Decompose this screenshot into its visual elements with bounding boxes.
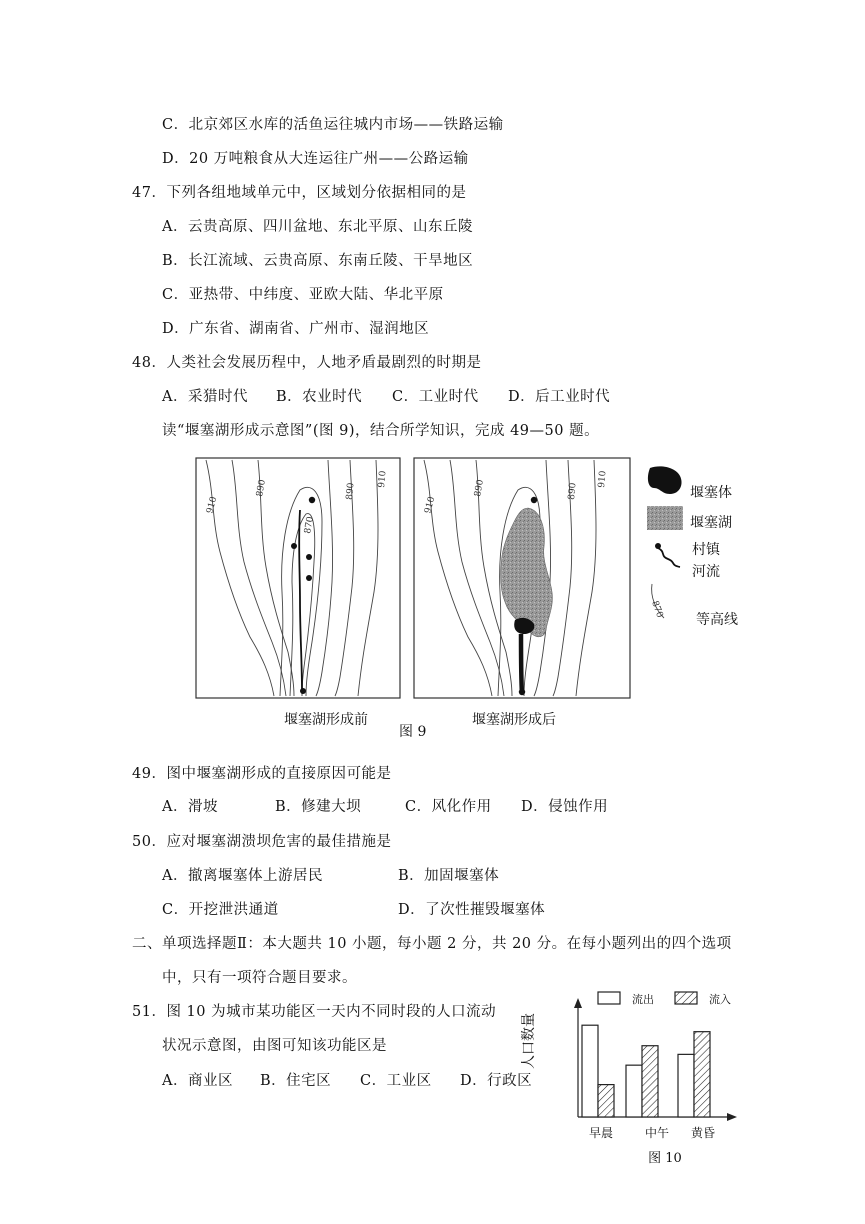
legend-outflow-swatch	[598, 992, 620, 1004]
figure-9	[0, 452, 865, 772]
bar-outflow-noon	[626, 1065, 642, 1117]
figure-9-legend	[647, 466, 738, 628]
y-axis-arrow	[574, 998, 582, 1008]
q50-option-b: B．加固堰塞体	[398, 868, 500, 884]
category-label-noon: 中午	[644, 1126, 670, 1140]
contour-label-910-right-after: 910	[597, 470, 609, 489]
contour-label-870-left: 870	[303, 515, 316, 535]
legend-contour-sample: 870	[649, 599, 665, 620]
legend-river-label: 河流	[692, 564, 720, 580]
legend-lake-label: 堰塞湖	[690, 515, 732, 531]
figure-10-chart	[521, 985, 765, 1175]
q48-options	[162, 385, 610, 406]
q51-option-c: C．工业区	[360, 1073, 432, 1089]
river-legend-icon	[658, 548, 680, 567]
q47-option-b: B．长江流域、云贵高原、东南丘陵、干旱地区	[162, 253, 474, 269]
legend-inflow-label: 流入	[709, 993, 731, 1006]
y-axis-label: 人口数量	[521, 1013, 537, 1069]
figure-9-caption: 图 9	[399, 724, 427, 740]
contour-label-910-right: 910	[377, 470, 389, 489]
q50-option-a: A．撤离堰塞体上游居民	[162, 868, 323, 884]
q49-option-a: A．滑坡	[162, 799, 218, 815]
bar-outflow-evening	[678, 1054, 694, 1117]
map-after-panel	[414, 458, 630, 698]
contour-label-890-left: 890	[255, 478, 268, 498]
q51-option-d: D．行政区	[460, 1073, 533, 1089]
q46-option-d: D．20 万吨粮食从大连运往广州——公路运输	[162, 151, 469, 167]
bar-inflow-noon	[642, 1046, 658, 1117]
q47-option-c: C．亚热带、中纬度、亚欧大陆、华北平原	[162, 287, 444, 303]
bar-outflow-morning	[582, 1025, 598, 1117]
category-label-morning: 早晨	[588, 1126, 614, 1140]
contour-label-910-left-after: 910	[423, 495, 438, 515]
map-before-panel	[196, 458, 400, 698]
q49-option-b: B．修建大坝	[275, 799, 362, 815]
category-label-evening: 黄昏	[690, 1126, 716, 1140]
contour-label-890-left-after: 890	[473, 478, 486, 498]
legend-outflow-label: 流出	[632, 993, 654, 1006]
section-2-heading-cont: 中，只有一项符合题目要求。	[162, 970, 357, 986]
q47-option-d: D．广东省、湖南省、广州市、湿润地区	[162, 321, 430, 337]
q51-option-a: A．商业区	[162, 1073, 233, 1089]
q48-option-d: D．后工业时代	[508, 389, 611, 405]
q48-option-c: C．工业时代	[392, 389, 479, 405]
contour-label-890-right-after: 890	[567, 482, 579, 501]
q49-stem: 49．图中堰塞湖形成的直接原因可能是	[132, 766, 392, 782]
figure-10-caption: 图 10	[648, 1151, 682, 1166]
legend-contour-label: 等高线	[696, 612, 738, 628]
caption-before: 堰塞湖形成前	[284, 712, 368, 728]
contour-label-890-right: 890	[345, 482, 357, 501]
q50-stem: 50．应对堰塞湖溃坝危害的最佳措施是	[132, 834, 392, 850]
q51-option-b: B．住宅区	[260, 1073, 332, 1089]
q51-options	[162, 1069, 532, 1090]
contour-label-910-left: 910	[205, 495, 220, 515]
dam-legend-icon	[648, 466, 682, 494]
legend-inflow-swatch	[675, 992, 697, 1004]
q51-stem: 51．图 10 为城市某功能区一天内不同时段的人口流动	[132, 1004, 497, 1020]
q51-stem-cont: 状况示意图，由图可知该功能区是	[162, 1038, 387, 1054]
bar-inflow-morning	[598, 1085, 614, 1117]
q50-option-d: D．了次性摧毁堰塞体	[398, 902, 546, 918]
caption-after: 堰塞湖形成后	[472, 712, 556, 728]
q48-option-a: A．采猎时代	[162, 389, 248, 405]
lake-legend-icon	[647, 506, 683, 530]
legend-dam-label: 堰塞体	[690, 485, 732, 501]
q49-options	[162, 795, 608, 816]
x-axis-arrow	[727, 1113, 737, 1121]
q48-option-b: B．农业时代	[276, 389, 363, 405]
bar-inflow-evening	[694, 1032, 710, 1117]
q47-option-a: A．云贵高原、四川盆地、东北平原、山东丘陵	[162, 219, 473, 235]
q50-option-c: C．开挖泄洪通道	[162, 902, 279, 918]
section-2-heading: 二、单项选择题Ⅱ：本大题共 10 小题，每小题 2 分，共 20 分。在每小题列出的四个选项	[132, 936, 732, 952]
bars-group	[582, 1025, 710, 1117]
q46-option-c: C．北京郊区水库的活鱼运往城内市场——铁路运输	[162, 117, 504, 133]
legend-village-label: 村镇	[692, 542, 720, 558]
q49-option-c: C．风化作用	[405, 799, 492, 815]
q47-stem: 47．下列各组地域单元中，区域划分依据相同的是	[132, 185, 467, 201]
q49-option-d: D．侵蚀作用	[521, 799, 609, 815]
q49-intro: 读“堰塞湖形成示意图”(图 9)，结合所学知识，完成 49—50 题。	[162, 423, 600, 439]
q48-stem: 48．人类社会发展历程中，人地矛盾最剧烈的时期是	[132, 355, 482, 371]
